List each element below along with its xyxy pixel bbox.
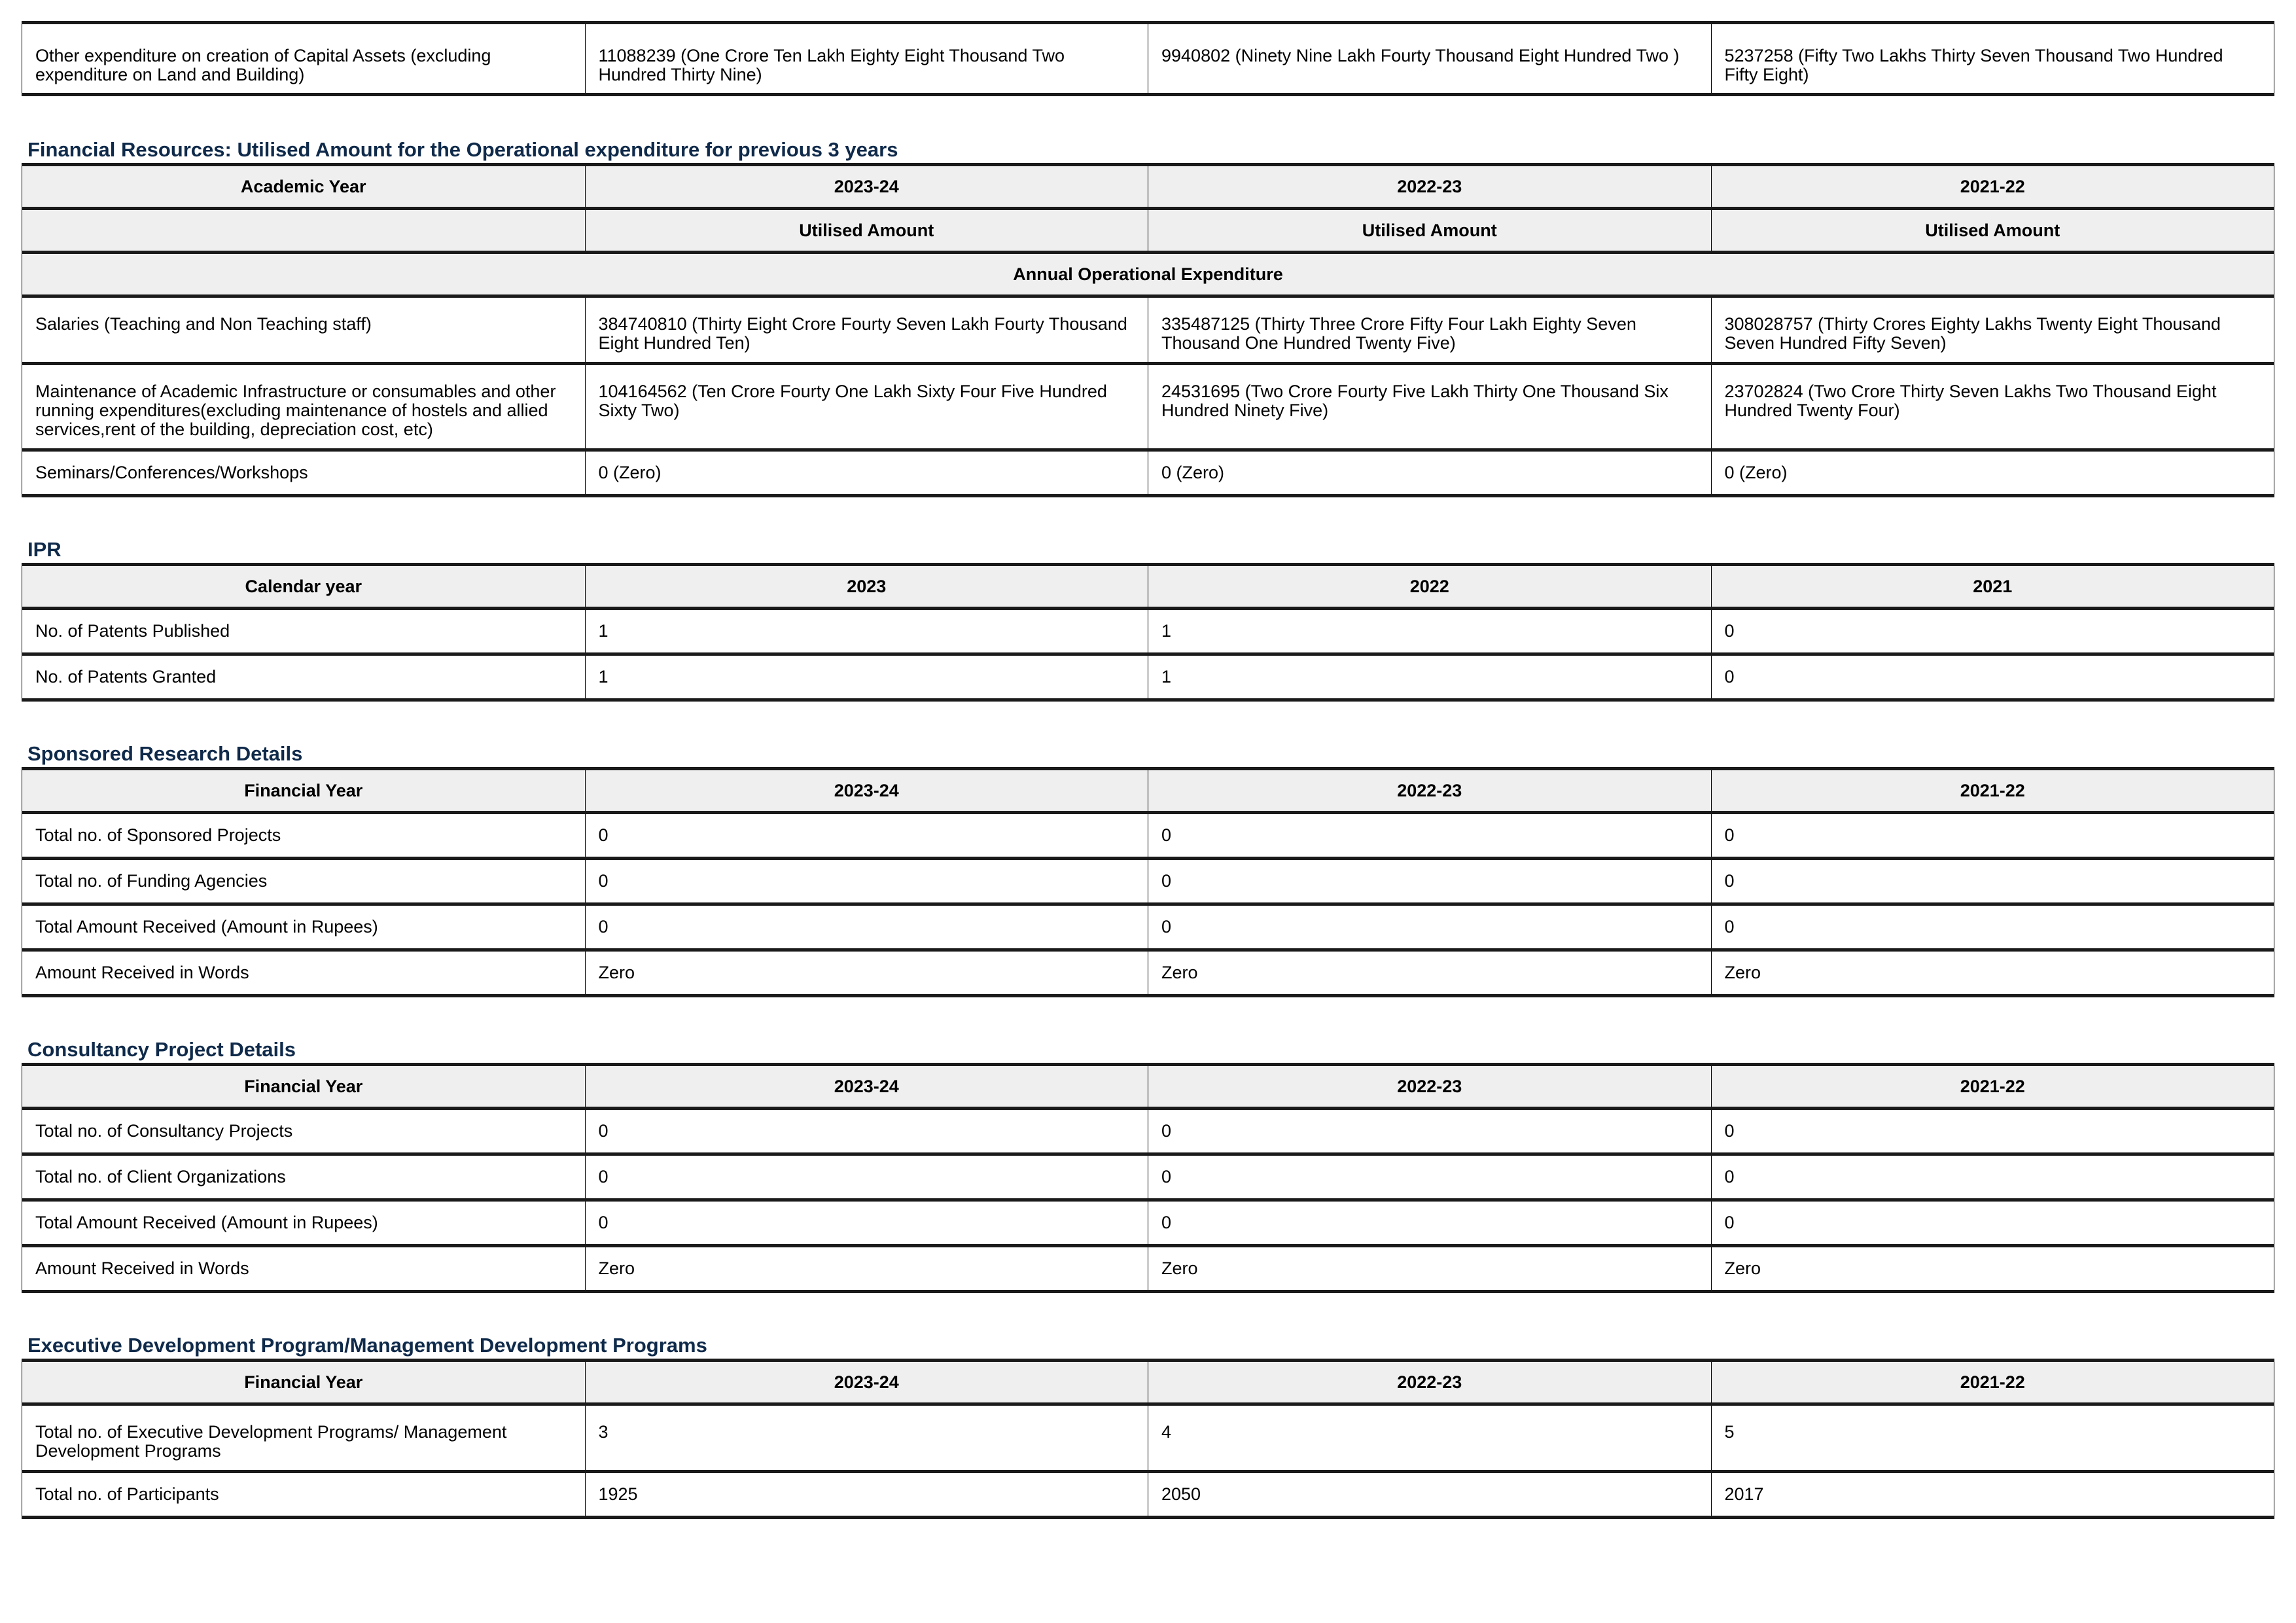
edp-mdp-table xyxy=(22,1359,2274,1519)
table-header-row xyxy=(22,1361,2274,1404)
table-header-row xyxy=(22,565,2274,609)
column-subheader xyxy=(22,209,586,253)
cell-value: 0 xyxy=(1711,904,2274,950)
cell-value: 0 xyxy=(585,1200,1148,1246)
cell-value: 0 (Zero) xyxy=(1148,450,1712,496)
column-header: Academic Year xyxy=(22,165,586,209)
cell-value: 5 xyxy=(1711,1404,2274,1472)
cell-value: Zero xyxy=(1711,1246,2274,1292)
row-label: Other expenditure on creation of Capital Assets (excluding expenditure on Land and Building) xyxy=(22,23,586,95)
cell-value: 0 xyxy=(1711,813,2274,859)
column-header: 2023-24 xyxy=(585,769,1148,813)
cell-value: 4 xyxy=(1148,1404,1712,1472)
column-header: 2021-22 xyxy=(1711,1065,2274,1109)
cell-value: 0 xyxy=(1148,904,1712,950)
column-subheader: Utilised Amount xyxy=(1148,209,1712,253)
table-subheader-row xyxy=(22,209,2274,253)
cell-value: 9940802 (Ninety Nine Lakh Fourty Thousand Eight Hundred Two ) xyxy=(1148,23,1712,95)
section-title-consultancy: Consultancy Project Details xyxy=(27,1038,296,1061)
row-label: Maintenance of Academic Infrastructure or consumables and other running expenditures(excluding maintenance of hostels and allied services,rent of the building, depreciation cost, etc) xyxy=(22,364,586,450)
table-row xyxy=(22,654,2274,700)
cell-value: 0 xyxy=(1711,1109,2274,1154)
cell-value: 1 xyxy=(1148,654,1712,700)
cell-value: 0 xyxy=(1148,813,1712,859)
cell-value: 24531695 (Two Crore Fourty Five Lakh Thirty One Thousand Six Hundred Ninety Five) xyxy=(1148,364,1712,450)
cell-value: 1925 xyxy=(585,1472,1148,1518)
section-title-ipr: IPR xyxy=(27,538,62,561)
row-label: No. of Patents Granted xyxy=(22,654,586,700)
cell-value: Zero xyxy=(1148,1246,1712,1292)
row-label: Salaries (Teaching and Non Teaching staff) xyxy=(22,296,586,364)
column-header: 2021-22 xyxy=(1711,769,2274,813)
row-label: Total no. of Funding Agencies xyxy=(22,859,586,904)
row-label: No. of Patents Published xyxy=(22,609,586,654)
column-header: 2021-22 xyxy=(1711,165,2274,209)
row-label: Amount Received in Words xyxy=(22,1246,586,1292)
column-subheader: Utilised Amount xyxy=(1711,209,2274,253)
table-row xyxy=(22,859,2274,904)
sponsored-research-table xyxy=(22,767,2274,997)
section-title-sponsored-research: Sponsored Research Details xyxy=(27,742,303,765)
table-row xyxy=(22,23,2274,95)
cell-value: 11088239 (One Crore Ten Lakh Eighty Eight Thousand Two Hundred Thirty Nine) xyxy=(585,23,1148,95)
column-header: 2023-24 xyxy=(585,1361,1148,1404)
cell-value: 0 xyxy=(1148,1109,1712,1154)
cell-value: Zero xyxy=(1711,950,2274,996)
column-header: 2022-23 xyxy=(1148,1065,1712,1109)
cell-value: 0 (Zero) xyxy=(1711,450,2274,496)
row-label: Seminars/Conferences/Workshops xyxy=(22,450,586,496)
table-group-row xyxy=(22,253,2274,296)
operational-expenditure-table xyxy=(22,163,2274,497)
cell-value: 0 xyxy=(1711,859,2274,904)
cell-value: 5237258 (Fifty Two Lakhs Thirty Seven Thousand Two Hundred Fifty Eight) xyxy=(1711,23,2274,95)
table-row xyxy=(22,950,2274,996)
section-title-edp-mdp: Executive Development Program/Management Development Programs xyxy=(27,1334,707,1357)
table-row xyxy=(22,609,2274,654)
cell-value: Zero xyxy=(585,1246,1148,1292)
table-row xyxy=(22,296,2274,364)
consultancy-table xyxy=(22,1063,2274,1293)
column-header: 2021-22 xyxy=(1711,1361,2274,1404)
column-subheader: Utilised Amount xyxy=(585,209,1148,253)
column-header: 2023-24 xyxy=(585,1065,1148,1109)
group-label: Annual Operational Expenditure xyxy=(22,253,2274,296)
row-label: Total no. of Participants xyxy=(22,1472,586,1518)
column-header: Financial Year xyxy=(22,769,586,813)
table-row xyxy=(22,1154,2274,1200)
cell-value: 2017 xyxy=(1711,1472,2274,1518)
cell-value: 0 (Zero) xyxy=(585,450,1148,496)
table-row xyxy=(22,1109,2274,1154)
cell-value: 335487125 (Thirty Three Crore Fifty Four Lakh Eighty Seven Thousand One Hundred Twenty Five) xyxy=(1148,296,1712,364)
column-header: Calendar year xyxy=(22,565,586,609)
ipr-table xyxy=(22,563,2274,702)
row-label: Amount Received in Words xyxy=(22,950,586,996)
column-header: 2021 xyxy=(1711,565,2274,609)
column-header: 2023 xyxy=(585,565,1148,609)
cell-value: Zero xyxy=(585,950,1148,996)
cell-value: 0 xyxy=(1711,609,2274,654)
cell-value: 0 xyxy=(1148,1200,1712,1246)
column-header: 2022-23 xyxy=(1148,769,1712,813)
table-header-row xyxy=(22,165,2274,209)
capital-assets-table xyxy=(22,21,2274,96)
cell-value: 0 xyxy=(1711,1200,2274,1246)
document-page xyxy=(22,0,2274,1519)
cell-value: 1 xyxy=(1148,609,1712,654)
cell-value: 0 xyxy=(1148,859,1712,904)
cell-value: 384740810 (Thirty Eight Crore Fourty Seven Lakh Fourty Thousand Eight Hundred Ten) xyxy=(585,296,1148,364)
cell-value: 308028757 (Thirty Crores Eighty Lakhs Twenty Eight Thousand Seven Hundred Fifty Seven) xyxy=(1711,296,2274,364)
table-row xyxy=(22,813,2274,859)
column-header: Financial Year xyxy=(22,1361,586,1404)
row-label: Total no. of Consultancy Projects xyxy=(22,1109,586,1154)
cell-value: 0 xyxy=(585,1109,1148,1154)
table-row xyxy=(22,904,2274,950)
cell-value: 1 xyxy=(585,654,1148,700)
row-label: Total no. of Executive Development Programs/ Management Development Programs xyxy=(22,1404,586,1472)
column-header: Financial Year xyxy=(22,1065,586,1109)
cell-value: 2050 xyxy=(1148,1472,1712,1518)
cell-value: 0 xyxy=(1711,1154,2274,1200)
cell-value: Zero xyxy=(1148,950,1712,996)
table-row xyxy=(22,1246,2274,1292)
cell-value: 0 xyxy=(585,859,1148,904)
table-header-row xyxy=(22,1065,2274,1109)
cell-value: 1 xyxy=(585,609,1148,654)
row-label: Total no. of Client Organizations xyxy=(22,1154,586,1200)
column-header: 2022-23 xyxy=(1148,165,1712,209)
cell-value: 0 xyxy=(1711,654,2274,700)
column-header: 2022 xyxy=(1148,565,1712,609)
cell-value: 0 xyxy=(585,904,1148,950)
column-header: 2023-24 xyxy=(585,165,1148,209)
cell-value: 23702824 (Two Crore Thirty Seven Lakhs Two Thousand Eight Hundred Twenty Four) xyxy=(1711,364,2274,450)
row-label: Total Amount Received (Amount in Rupees) xyxy=(22,904,586,950)
table-row xyxy=(22,364,2274,450)
cell-value: 3 xyxy=(585,1404,1148,1472)
table-row xyxy=(22,1472,2274,1518)
cell-value: 104164562 (Ten Crore Fourty One Lakh Sixty Four Five Hundred Sixty Two) xyxy=(585,364,1148,450)
table-row xyxy=(22,1200,2274,1246)
row-label: Total no. of Sponsored Projects xyxy=(22,813,586,859)
table-row xyxy=(22,450,2274,496)
row-label: Total Amount Received (Amount in Rupees) xyxy=(22,1200,586,1246)
cell-value: 0 xyxy=(585,813,1148,859)
cell-value: 0 xyxy=(1148,1154,1712,1200)
section-title-operational-expenditure: Financial Resources: Utilised Amount for the Operational expenditure for previous 3 years xyxy=(27,138,898,161)
table-row xyxy=(22,1404,2274,1472)
column-header: 2022-23 xyxy=(1148,1361,1712,1404)
cell-value: 0 xyxy=(585,1154,1148,1200)
table-header-row xyxy=(22,769,2274,813)
